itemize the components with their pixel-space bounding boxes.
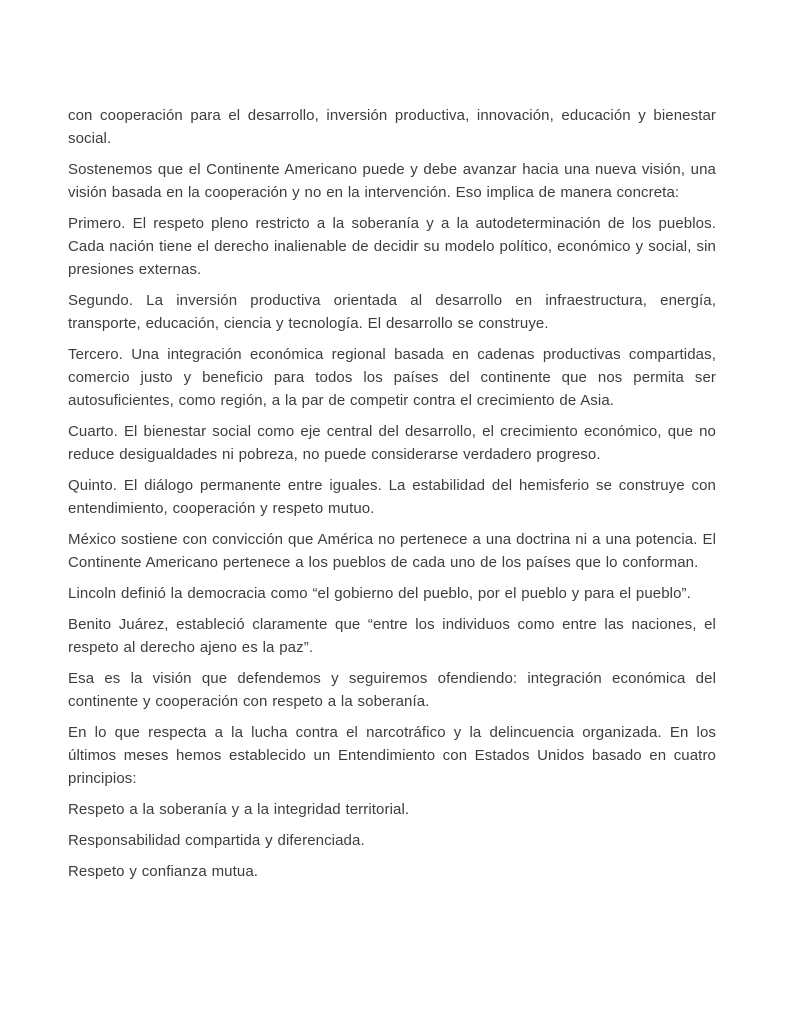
- paragraph-sostenemos: Sostenemos que el Continente Americano puede y debe avanzar hacia una nueva visión, una visión basada en la cooperación y no en la intervención. Eso implica de manera concreta:: [68, 161, 716, 201]
- paragraph-esa-es-la-vision: Esa es la visión que defendemos y seguiremos ofendiendo: integración económica del continente y cooperación con respeto a la soberanía.: [68, 670, 716, 710]
- paragraph-principio-confianza: Respeto y confianza mutua.: [68, 863, 259, 880]
- paragraph-principio-respeto-soberania: Respeto a la soberanía y a la integridad territorial.: [68, 801, 410, 818]
- paragraph-tercero: Tercero. Una integración económica regional basada en cadenas productivas compartidas, comercio justo y beneficio para todos los países del continente que nos permita ser autosuficientes, como región, a la par de competir contra el crecimiento de Asia.: [68, 346, 716, 409]
- paragraph-lincoln-quote: Lincoln definió la democracia como “el gobierno del pueblo, por el pueblo y para el pueblo”.: [68, 585, 691, 602]
- paragraph-segundo: Segundo. La inversión productiva orientada al desarrollo en infraestructura, energía, transporte, educación, ciencia y tecnología. El desarrollo se construye.: [68, 292, 716, 332]
- paragraph-benito-juarez-quote: Benito Juárez, estableció claramente que “entre los individuos como entre las naciones, el respeto al derecho ajeno es la paz”.: [68, 616, 716, 656]
- paragraph-mexico-sostiene: México sostiene con convicción que América no pertenece a una doctrina ni a una potencia. El Continente Americano pertenece a los pueblos de cada uno de los países que lo conforman.: [68, 531, 716, 571]
- paragraph-intro-continuation: con cooperación para el desarrollo, inversión productiva, innovación, educación y bienestar social.: [68, 107, 716, 147]
- paragraph-quinto: Quinto. El diálogo permanente entre iguales. La estabilidad del hemisferio se construye con entendimiento, cooperación y respeto mutuo.: [68, 477, 716, 517]
- paragraph-narcotrafico: En lo que respecta a la lucha contra el narcotráfico y la delincuencia organizada. En los últimos meses hemos establecido un Entendimiento con Estados Unidos basado en cuatro principios:: [68, 724, 716, 787]
- paragraph-principio-responsabilidad: Responsabilidad compartida y diferenciada.: [68, 832, 365, 849]
- paragraph-cuarto: Cuarto. El bienestar social como eje central del desarrollo, el crecimiento económico, que no reduce desigualdades ni pobreza, no puede considerarse verdadero progreso.: [68, 423, 716, 463]
- paragraph-primero: Primero. El respeto pleno restricto a la soberanía y a la autodeterminación de los pueblos. Cada nación tiene el derecho inalienable de decidir su modelo político, económico y social, sin presiones externas.: [68, 215, 716, 278]
